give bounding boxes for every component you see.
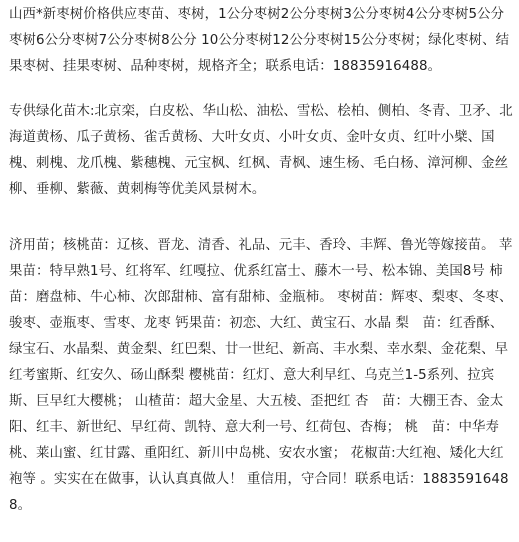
fruit-seedlings-paragraph: 济用苗；核桃苗：辽核、晋龙、清香、礼品、元丰、香玲、丰辉、鲁光等嫁接苗。 苹果苗：特早熟1号、红将军、红嘎拉、优系红富士、藤木一号、松本锦、美国8号 柿 苗：磨盘柿、牛心柿、次郎甜柿、富有甜柿、金瓶柿。 枣树苗：辉枣、梨枣、冬枣、骏枣、壶瓶枣、雪枣、龙枣 钙果苗：初恋、大红、黄宝石、水晶 梨 苗：红香酥、绿宝石、水晶梨、黄金梨、红巴梨、廿一世纪、新高、丰水梨、幸水梨、金花梨、早红考蜜斯、红安久、砀山酥梨 樱桃苗：红灯、意大利早红、乌克兰1-5系列、拉宾斯、巨早红大樱桃； 山楂苗：超大金星、大五棱、歪把红 杏 苗：大棚王杏、金太阳、红丰、新世纪、早红荷、凯特、意大利一号、红荷包、杏梅； 桃 苗：中华寿桃、莱山蜜、红甘露、重阳红、新川中岛桃、安农水蜜； 花椒苗:大红袍、矮化大红袍等 。实实在在做事，认认真真做人！ 重信用，守合同！联系电话：18835916488。 — [9, 238, 517, 513]
paragraph-spacer — [9, 80, 513, 99]
intro-paragraph: 山西*新枣树价格供应枣苗、枣树，1公分枣树2公分枣树3公分枣树4公分枣树5公分枣树6公分枣树7公分枣树8公分 10公分枣树12公分枣树15公分枣树；绿化枣树、结果枣树、挂果枣树、品种枣树，规格齐全；联系电话：18835916488。 — [9, 7, 510, 74]
greening-seedlings-paragraph: 专供绿化苗木:北京栾，白皮松、华山松、油松、雪松、桧柏、侧柏、冬青、卫矛、北海道黄杨、瓜子黄杨、雀舌黄杨、大叶女贞、小叶女贞、金叶女贞、红叶小檗、国槐、刺槐、龙爪槐、紫穗槐、元宝枫、红枫、青枫、速生杨、毛白杨、漳河柳、金丝柳、垂柳、紫薇、黄刺梅等优美风景树木。 — [9, 104, 513, 197]
document-body — [9, 2, 517, 519]
paragraph-spacer — [9, 203, 513, 233]
